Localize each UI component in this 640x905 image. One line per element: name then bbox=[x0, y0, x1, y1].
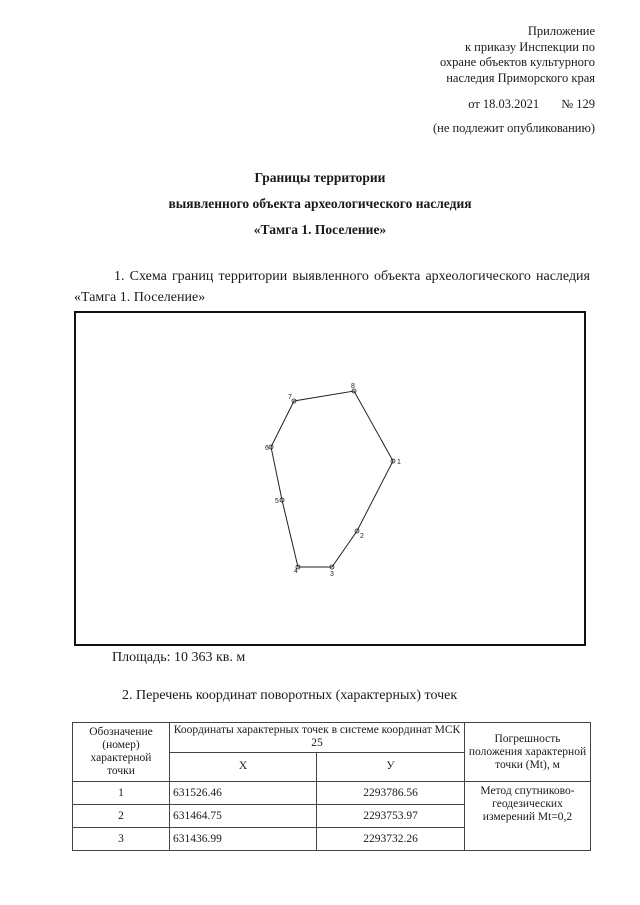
page-title-line-1: Границы территории bbox=[254, 170, 386, 185]
point-number: 1 bbox=[73, 782, 170, 805]
coordinates-table bbox=[72, 722, 591, 851]
vertex-label-6: 6 bbox=[265, 445, 269, 452]
vertex-label-1: 1 bbox=[397, 459, 401, 466]
vertex-label-7: 7 bbox=[288, 394, 292, 401]
boundary-vertices bbox=[269, 389, 395, 569]
header-x: Х bbox=[170, 752, 317, 782]
x-value: 631464.75 bbox=[170, 805, 317, 828]
vertex-label-5: 5 bbox=[275, 498, 279, 505]
y-value: 2293732.26 bbox=[317, 828, 465, 851]
y-value: 2293786.56 bbox=[317, 782, 465, 805]
header-error: Погрешность положения характерной точки (Mt), м bbox=[465, 723, 591, 782]
page-title-line-3: «Тамга 1. Поселение» bbox=[253, 222, 387, 237]
boundary-scheme-frame bbox=[74, 311, 586, 646]
boundary-scheme bbox=[76, 313, 584, 644]
vertex-label-3: 3 bbox=[330, 571, 334, 578]
header-y: У bbox=[317, 752, 465, 782]
method-note: Метод спутниково-геодезических измерений Mt=0,2 bbox=[465, 782, 591, 851]
header-designation: Обозначение (номер) характерной точки bbox=[73, 723, 170, 782]
area-value: Площадь: 10 363 кв. м bbox=[112, 650, 246, 665]
x-value: 631436.99 bbox=[170, 828, 317, 851]
order-number: № 129 bbox=[561, 97, 595, 111]
point-number: 3 bbox=[73, 828, 170, 851]
appendix-line: Приложение bbox=[527, 24, 595, 38]
section-1-heading: 1. Схема границ территории выявленного объекта археологического наследия «Тамга 1. Поселение» bbox=[74, 269, 590, 305]
vertex-label-2: 2 bbox=[360, 533, 364, 540]
page-title-line-2: выявленного объекта археологического наследия bbox=[168, 196, 472, 211]
header-coordinates: Координаты характерных точек в системе координат МСК 25 bbox=[170, 723, 465, 753]
appendix-block bbox=[335, 24, 595, 86]
not-published-note: (не подлежит опубликованию) bbox=[432, 121, 595, 135]
vertex-label-4: 4 bbox=[294, 568, 298, 575]
appendix-line: охране объектов культурного bbox=[439, 55, 595, 69]
boundary-polygon bbox=[271, 391, 393, 567]
point-number: 2 bbox=[73, 805, 170, 828]
section-2-heading: 2. Перечень координат поворотных (характерных) точек bbox=[122, 688, 458, 703]
appendix-line: наследия Приморского края bbox=[446, 70, 595, 85]
x-value: 631526.46 bbox=[170, 782, 317, 805]
appendix-line: к приказу Инспекции по bbox=[464, 39, 595, 54]
order-date: от 18.03.2021 bbox=[468, 97, 540, 111]
order-line bbox=[468, 97, 595, 112]
table-row bbox=[73, 782, 591, 805]
y-value: 2293753.97 bbox=[317, 805, 465, 828]
vertex-label-8: 8 bbox=[351, 383, 355, 390]
